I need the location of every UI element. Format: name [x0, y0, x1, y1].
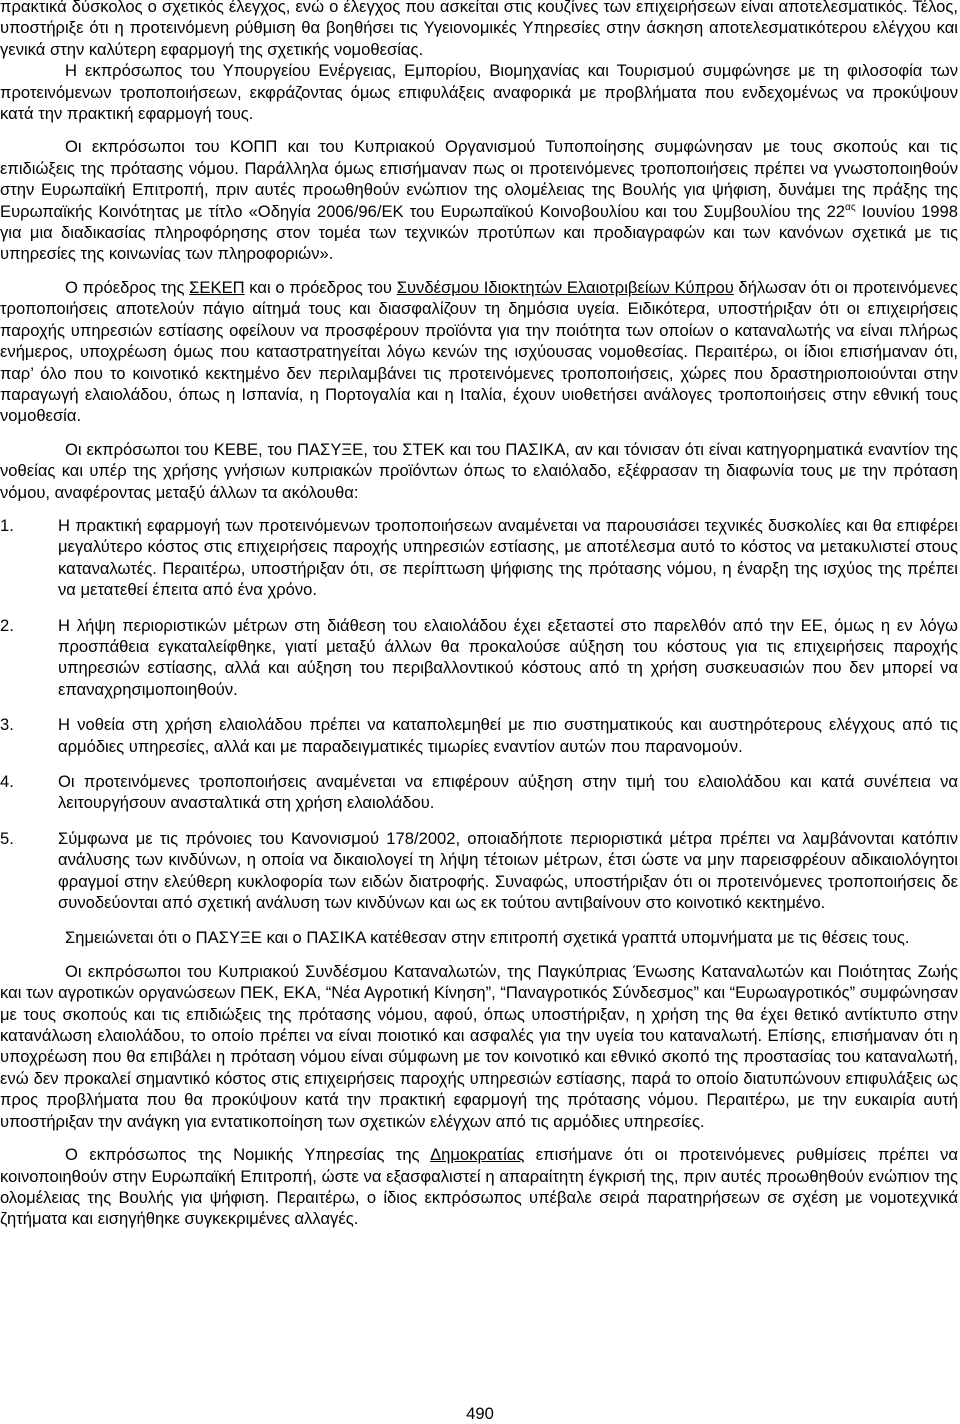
paragraph-ministry-representative: Η εκπρόσωπος του Υπουργείου Ενέργειας, Εμπορίου, Βιομηχανίας και Τουρισμού συμφώνησε με τη φιλοσοφία των προτεινόμενων τροποποιήσεων, εκφράζοντας όμως επιφυλάξεις αναφορικά με προβλήματα που ενδεχομένως να προκύψουν κατά την πρακτική εφαρμογή τους. — [0, 61, 958, 124]
paragraph-continuation: πρακτικά δύσκολος ο σχετικός έλεγχος, ενώ ο έλεγχος που ασκείται στις κουζίνες των επιχειρήσεων είναι αποτελεσματικός. Τέλος, υποστήριξε ότι η προτεινόμενη ρύθμιση θα βοηθήσει τις Υγειονομικές Υπηρεσίες στην άσκηση αποτελεσματικότερου ελέγχου και γενικά στην καλύτερη εφαρμογή της σχετικής νομοθεσίας. — [0, 0, 958, 59]
paragraph-text: Ο εκπρόσωπος της Νομικής Υπηρεσίας της — [65, 1145, 431, 1165]
underlined-text: Δημοκρατίας — [430, 1145, 525, 1165]
paragraph-sekep — [0, 277, 958, 427]
numbered-list — [0, 515, 958, 914]
list-item — [0, 615, 958, 701]
paragraph-text: δήλωσαν ότι οι προτεινόμενες τροποποιήσεις αποτελούν πάγιο αίτημά τους και διασφαλίζουν τη δημόσια υγεία. Ειδικότερα, υποστήριξαν ότι οι επιχειρήσεις παροχής υπηρεσιών εστίασης οφείλουν να προσφέρουν προϊόντα για την ποιότητα των οποίων ο καταναλωτής να είναι πλήρως ενήμερος, υποχρέωση όμως που καταστρατηγείται λόγω κενών της ισχύουσας νομοθεσίας. Περαιτέρω, οι ίδιοι επισήμαναν ότι, παρ’ όλο που το κοινοτικό κεκτημένο δεν περιλαμβάνει τις προτεινόμενες τροποποιήσεις, χώρες που δραστηριοποιούνται στην παραγωγή ελαιολάδου, όπως η Ισπανία, η Πορτογαλία και η Ιταλία, έχουν υιοθετήσει ανάλογες τροποποιήσεις στην εθνική τους νομοθεσία. — [0, 277, 959, 426]
underlined-text: ΣΕΚΕΠ — [189, 277, 245, 297]
paragraph-kopp-cys — [0, 136, 958, 264]
list-item-text: Η νοθεία στη χρήση ελαιολάδου πρέπει να καταπολεμηθεί με πιο συστηματικούς και αυστηρότερους ελέγχους από τις αρμόδιες υπηρεσίες, αλλά και με παραδειγματικές τιμωρίες εναντίον αυτών που παρανομούν. — [58, 715, 958, 756]
list-item-text: Η πρακτική εφαρμογή των προτεινόμενων τροποποιήσεων αναμένεται να παρουσιάσει τεχνικές δυσκολίες και θα επιφέρει μεγαλύτερο κόστος στις επιχειρήσεις παροχής υπηρεσιών εστίασης, με αποτέλεσμα αυτό το κόστος να μετακυλιστεί στους καταναλωτές. Περαιτέρω, υποστήριξαν ότι, σε περίπτωση ψήφισης της πρότασης νόμου, η έναρξη της ισχύος της πρέπει να μετατεθεί έπειτα από ένα χρόνο. — [58, 515, 958, 600]
list-item — [0, 771, 958, 814]
list-item-text: Η λήψη περιοριστικών μέτρων στη διάθεση του ελαιολάδου έχει εξεταστεί στο παρελθόν από την ΕΕ, όμως η εν λόγω προσπάθεια εγκαταλείφθηκε, γιατί μεταξύ άλλων θα προκαλούσε αύξηση του κόστους για τις επιχειρήσεις παροχής υπηρεσιών εστίασης, αλλά και αύξηση του περιβαλλοντικού κόστους από τη χρήση συσκευασιών που δεν μπορεί να επαναχρησιμοποιηθούν. — [58, 615, 958, 699]
list-item-number: 3. — [0, 715, 14, 735]
list-item-text: Οι προτεινόμενες τροποποιήσεις αναμένεται να επιφέρουν αύξηση στην τιμή του ελαιολάδου και κατά συνέπεια να λειτουργήσουν ανασταλτικά στη χρήση ελαιολάδου. — [58, 772, 958, 813]
list-item-number: 2. — [0, 615, 14, 635]
superscript: ας — [845, 201, 856, 213]
list-item-text: Σύμφωνα με τις πρόνοιες του Κανονισμού 178/2002, οποιαδήποτε περιοριστικά μέτρα πρέπει να λαμβάνονται κατόπιν ανάλυσης των κινδύνων, η οποία να δικαιολογεί τη λήψη τέτοιων μέτρων, έτσι ώστε να μην παρεισφρέουν αδικαιολόγητοι φραγμοί στην ελεύθερη κυκλοφορία των ειδών διατροφής. Συναφώς, υποστήριξαν ότι οι προτεινόμενες τροποποιήσεις δε συνοδεύονται από σχετική ανάλυση των κινδύνων και ως εκ τούτου αντιβαίνουν στο κοινοτικό κεκτημένο. — [58, 828, 958, 913]
list-item — [0, 714, 958, 757]
list-item — [0, 515, 958, 601]
page-number: 490 — [466, 1404, 494, 1423]
paragraph-keve: Οι εκπρόσωποι του ΚΕΒΕ, του ΠΑΣΥΞΕ, του ΣΤΕΚ και του ΠΑΣΙΚΑ, αν και τόνισαν ότι είναι κατηγορηματικά εναντίον της νοθείας και υπέρ της χρήσης γνήσιων κυπριακών προϊόντων όπως το ελαιόλαδο, εξέφρασαν τη διαφωνία τους με την πρόταση νόμου, αναφέροντας μεταξύ άλλων τα ακόλουθα: — [0, 439, 958, 502]
paragraph-consumer-associations: Οι εκπρόσωποι του Κυπριακού Συνδέσμου Καταναλωτών, της Παγκύπριας Ένωσης Καταναλωτών και Ποιότητας Ζωής και των αγροτικών οργανώσεων ΠΕΚ, ΕΚΑ, “Νέα Αγροτική Κίνηση”, “Παναγροτικός Σύνδεσμος” και “Ευρωαγροτικός” συμφώνησαν με τους σκοπούς και τις επιδιώξεις της πρότασης νόμου, αφού, όπως υποστήριξαν, η χρήση της θα έχει θετικό αντίκτυπο στην κατανάλωση ελαιολάδου, το οποίο πρέπει να είναι ποιοτικό και ασφαλές για την υγεία του καταναλωτή. Επίσης, επισήμαναν ότι η υποχρέωση που θα επιβάλει η πρόταση νόμου είναι σύμφωνη με τον κοινοτικό και εθνικό σκοπό της προστασίας του καταναλωτή, ενώ δεν προκαλεί σημαντικό κόστος στις επιχειρήσεις παροχής υπηρεσιών εστίασης, παρά το οποίο διατυπώνουν επιφυλάξεις ως προς προβλήματα που θα προκύψουν κατά την πρακτική εφαρμογή της πρότασης νόμου. Περαιτέρω, με την ευκαιρία αυτή υποστήριξαν την ανάγκη για εντατικοποίηση των σχετικών ελέγχων από τις αρμόδιες υπηρεσίες. — [0, 961, 958, 1131]
paragraph-text: και ο πρόεδρος του — [244, 277, 397, 297]
paragraph-legal-service — [0, 1144, 958, 1230]
list-item — [0, 828, 958, 914]
list-item-number: 1. — [0, 515, 14, 535]
list-item-number: 5. — [0, 828, 14, 848]
paragraph-text: επισήμανε ότι οι προτεινόμενες ρυθμίσεις πρέπει να κοινοποιηθούν στην Ευρωπαϊκή Επιτροπή, ώστε να εξασφαλιστεί η απαραίτητη έγκρισή της, πριν αυτές προωθηθούν ενώπιον της ολομέλειας της Βουλής για ψήφιση. Περαιτέρω, ο ίδιος εκπρόσωπος υπέβαλε σειρά παρατηρήσεων σε σχέση με νομοτεχνικά ζητήματα και εισηγήθηκε συγκεκριμένες αλλαγές. — [0, 1145, 958, 1229]
list-item-number: 4. — [0, 772, 14, 791]
paragraph-memoranda-note: Σημειώνεται ότι ο ΠΑΣΥΞΕ και ο ΠΑΣΙΚΑ κατέθεσαν στην επιτροπή σχετικά γραπτά υπομνήματα με τις θέσεις τους. — [65, 928, 910, 948]
paragraph-text: Οι εκπρόσωποι του ΚΟΠΠ και του Κυπριακού Οργανισμού Τυποποίησης συμφώνησαν με τους σκοπούς και τις επιδιώξεις της πρότασης νόμου. Παράλληλα όμως επισήμαναν πως οι προτεινόμενες τροποποιήσεις πρέπει να γνωστοποιηθούν στην Ευρωπαϊκή Επιτροπή, πριν αυτές προωθηθούν ενώπιον της ολομέλειας της Βουλής για ψήφιση, δυνάμει της πράξης της Ευρωπαϊκής Κοινότητας με τίτλο «Οδηγία 2006/96/ΕΚ του Ευρωπαϊκού Κοινοβουλίου και του Συμβουλίου της 22 — [0, 137, 958, 221]
paragraph-text: Ο πρόεδρος της — [65, 277, 190, 297]
underlined-text: Συνδέσμου Ιδιοκτητών Ελαιοτριβείων Κύπρου — [396, 277, 734, 297]
paragraph-text: Ιουνίου 1998 για μια διαδικασίας πληροφόρησης στον τομέα των τεχνικών προτύπων και προδιαγραφών και των κανόνων σχετικά με τις υπηρεσίες της κοινωνίας των πληροφοριών». — [0, 201, 958, 264]
